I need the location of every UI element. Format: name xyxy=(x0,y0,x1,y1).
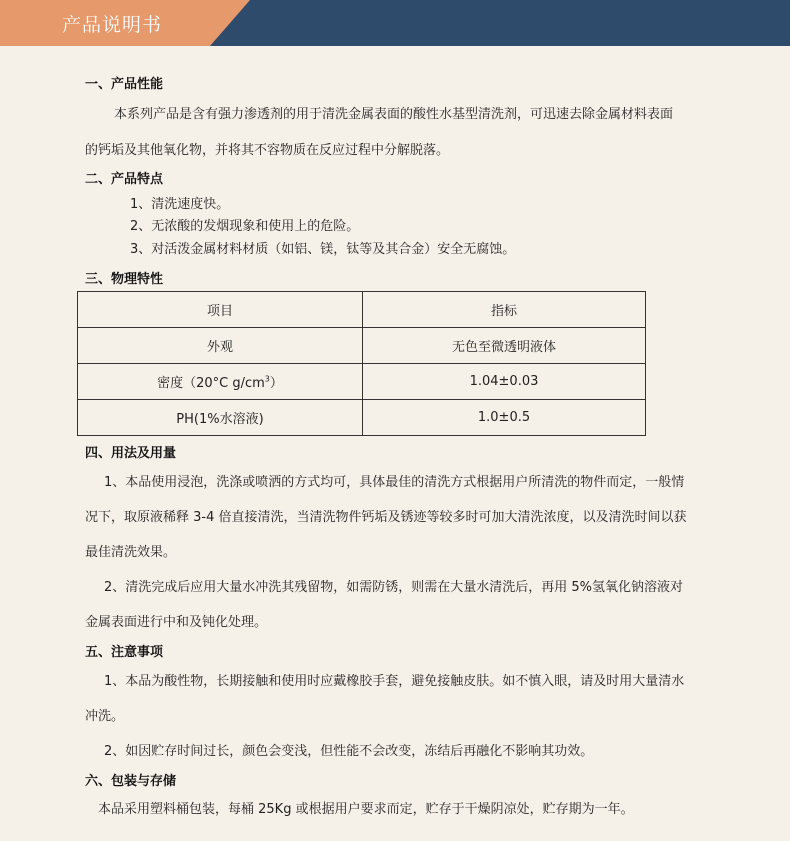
table-row xyxy=(78,400,646,436)
section-title-notes: 五、注意事项 xyxy=(85,645,164,660)
table-header-item: 项目 xyxy=(78,292,363,328)
table-cell: PH(1%水溶液) xyxy=(78,400,363,436)
section-title-usage: 四、用法及用量 xyxy=(85,446,177,461)
table-header-value: 指标 xyxy=(363,292,646,328)
table-row xyxy=(78,292,646,328)
header-bar xyxy=(0,0,790,46)
table-row xyxy=(78,364,646,400)
performance-text-line1: 本系列产品是含有强力渗透剂的用于清洗金属表面的酸性水基型清洗剂，可迅速去除金属材料表面 xyxy=(114,107,674,122)
density-label: 密度（20°C g/cm xyxy=(157,376,265,391)
density-superscript: 3 xyxy=(264,374,270,384)
packaging-text: 本品采用塑料桶包装，每桶 25Kg 或根据用户要求而定，贮存于干燥阴凉处，贮存期为一年。 xyxy=(98,802,634,817)
notes-p1-line1: 1、本品为酸性物，长期接触和使用时应戴橡胶手套，避免接触皮肤。如不慎入眼，请及时用大量清水 xyxy=(104,674,685,689)
table-cell: 外观 xyxy=(78,328,363,364)
usage-p1-line1: 1、本品使用浸泡，洗涤或喷洒的方式均可，具体最佳的清洗方式根据用户所清洗的物件而定，一般情 xyxy=(104,475,685,490)
table-row xyxy=(78,328,646,364)
section-title-features: 二、产品特点 xyxy=(85,172,164,187)
page-title: 产品说明书 xyxy=(62,14,163,36)
table-cell: 无色至微透明液体 xyxy=(363,328,646,364)
density-close: ） xyxy=(269,376,283,391)
feature-item-3: 3、对活泼金属材料材质（如铝、镁，钛等及其合金）安全无腐蚀。 xyxy=(130,242,516,257)
table-cell: 1.0±0.5 xyxy=(363,400,646,436)
usage-p1-line2: 况下，取原液稀释 3-4 倍直接清洗，当清洗物件钙垢及锈迹等较多时可加大清洗浓度，以及清洗时间以获 xyxy=(85,510,687,525)
usage-p1-line3: 最佳清洗效果。 xyxy=(85,545,177,560)
feature-item-1: 1、清洗速度快。 xyxy=(130,197,230,212)
usage-p2-line1: 2、清洗完成后应用大量水冲洗其残留物，如需防锈，则需在大量水清洗后，再用 5%氢氧化钠溶液对 xyxy=(104,580,684,595)
usage-p2-line2: 金属表面进行中和及钝化处理。 xyxy=(85,615,268,630)
section-title-packaging: 六、包装与存储 xyxy=(85,774,177,789)
section-title-performance: 一、产品性能 xyxy=(85,77,164,92)
table-cell-density xyxy=(78,364,363,400)
feature-item-2: 2、无浓酸的发烟现象和使用上的危险。 xyxy=(130,219,360,234)
notes-p1-line2: 冲洗。 xyxy=(85,709,125,724)
notes-p2-line1: 2、如因贮存时间过长，颜色会变浅，但性能不会改变，冻结后再融化不影响其功效。 xyxy=(104,744,594,759)
performance-text-line2: 的钙垢及其他氧化物，并将其不容物质在反应过程中分解脱落。 xyxy=(85,143,450,158)
section-title-physical: 三、物理特性 xyxy=(85,272,164,287)
table-cell: 1.04±0.03 xyxy=(363,364,646,400)
physical-properties-table xyxy=(77,291,646,436)
